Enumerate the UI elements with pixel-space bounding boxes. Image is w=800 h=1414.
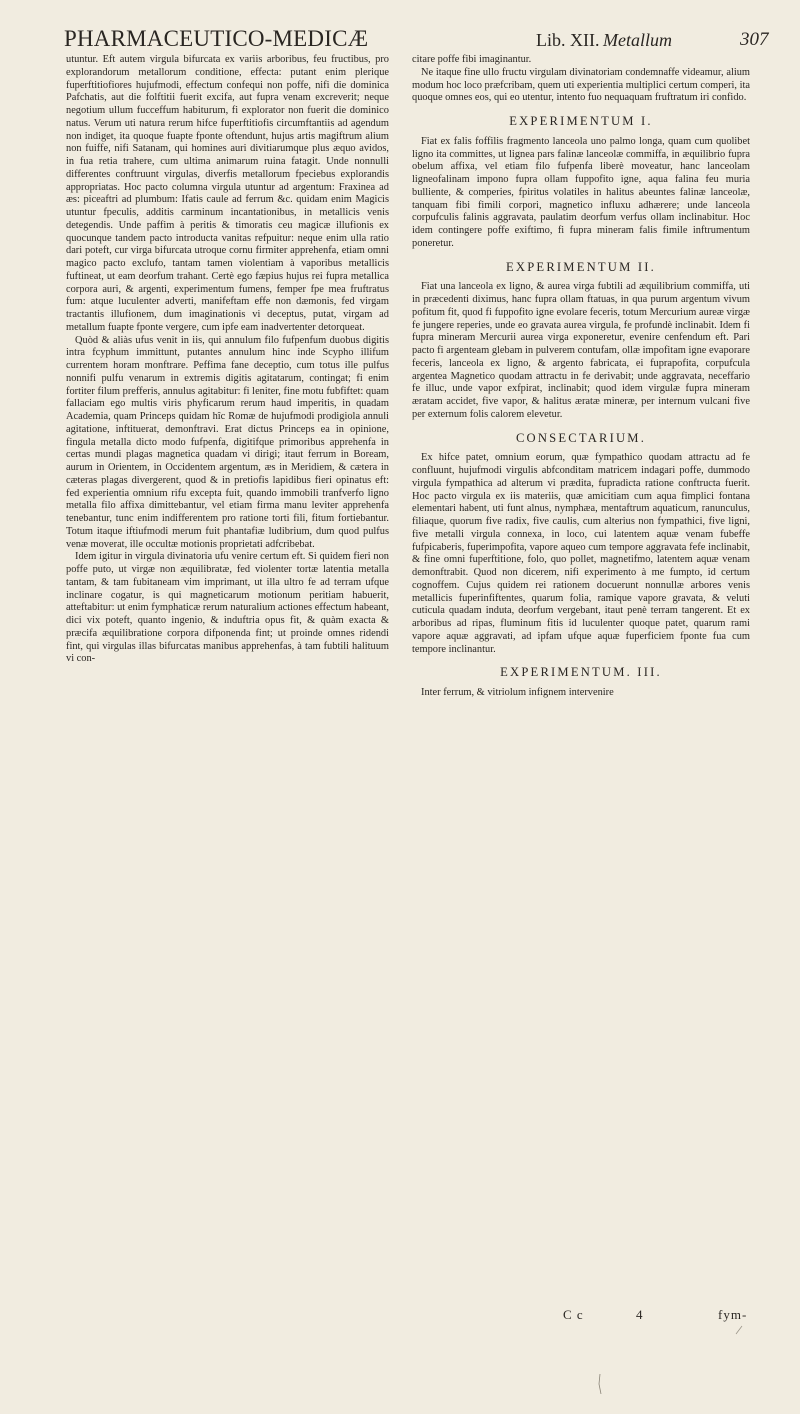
section-heading: CONSECTARIUM. bbox=[515, 430, 647, 445]
header-book: Lib. XII. bbox=[536, 30, 600, 50]
catchword: fym- bbox=[718, 1307, 748, 1322]
header-title: PHARMACEUTICO-MEDICÆ bbox=[64, 26, 369, 51]
paragraph: Ne itaque fine ullo fructu virgulam divinatoriam condemnaffe videamur, alium modum hoc loco præfcribam, quem uti experientia multiplici certum comperi, ita quoque omnes eos, qui eo utentur, intento fuo nequaquam fruftratum iri confido. bbox=[412, 66, 750, 104]
signature-number: 4 bbox=[636, 1307, 644, 1322]
running-header bbox=[62, 26, 778, 54]
section-heading: EXPERIMENTUM II. bbox=[506, 259, 656, 274]
paragraph: utuntur. Eft autem virgula bifurcata ex variis arboribus, feu fructibus, pro explorandorum metallorum conditione, effecta: putant enim plerique fuperftitiofiores hujufmodi, effectum confequi non poffe, nifi die dominica Pafchatis, aut die folftitii fuerit excifa, aut fupra venam excreverit; neque negotium ullum fucceffum habiturum, fi explorator non fuerit die dominico natus. Verum uti natura rerum hifce fuperftitiofis circumftantiis ad agendum non indiget, ita quoque fuapte fponte oftendunt, hujus artis magiftrum alium non fuiffe, nifi Satanam, qui homines auri divitiarumque plus æquo avidos, in fua retia trahere, cum ultima animarum ruina fatagit. Unde nonnulli differentes conftruunt virgulas, diverfis metallorum fpeciebus explorandis appropriatas. Hoc pacto columna virgula utuntur ad argentum: Fraxinea ad æs: piceaftri ad plumbum: Ifatis caule ad ferrum &c. quidam enim Magicis utuntur fpeculis, additis carminum incantationibus, in metallicis venis detegendis. Unde paffim à peritis & timoratis ceu magicæ illufionis ex quocunque tandem pacto introducta vanitas refpuitur: neque enim ulla ratio dari poteft, cur virga bifurcata utroque cornu firmiter apprehenfa, etiam omni magico pacto exclufo, tantam tamen violentiam à vaporibus metallicis fuftineat, ut eam deorfum trahant. Certè ego fæpius hujus rei fupra metallica corpora auri, & argenti, experimentum fumens, femper fpe mea fruftratus fum: atque luculenter adverti, manifeftam effe non dæmonis, fed virgam tractantis illufionem, dum imaginationis vi deceptus, putat, virgam ad metallum fuapte fponte vergere, cum ipfe eam inadvertenter detorqueat. bbox=[66, 54, 389, 333]
section-heading: EXPERIMENTUM. III. bbox=[500, 665, 662, 680]
paragraph: Quòd & aliàs ufus venit in iis, qui annulum filo fufpenfum duobus digitis intra fcyphum immittunt, putantes annulum hinc inde Scypho illifum currentem horam monftrare. Peffima fane deceptio, cum totus ille pulfus nonnifi pulfu venarum in extremis digitis agitatarum, contingat; fi enim fortiter filum prefferis, annulus agitabitur: fi leniter, fine motu fubfiftet: quam fallaciam ego multis viris phyficarum rerum haud imperitis, in quadam Academia, quam Princeps quidam hîc Romæ de hujufmodi prodigiola annuli agitatione, inftituerat, demonftravi. Erat dictus Princeps ea in opinione, fingula metalla dicto modo fufpenfa, digitifque primoribus apprehenfa in certas mundi plagas magnetica quadam vi dirigi; itaut ferrum in Boream, aurum in Orientem, in Occidentem argentum, æs in Meridiem, & cætera in cæteras plagas divergerent, quod & in pretiofis lapidibus fieri opinatus eft: fed experientia omnium rifu excepta fuit, quando immobili tranfverfo ligno metalla filo affixa dimittebantur, vel etiam firma manu leviter apprehenfa tenebantur, tunc enim indifferentem pro ratione torti fili, fitum fortiebantur. Totum itaque iftiufmodi merum fuit phantafiæ ludibrium, dum quod pulfus venæ moverat, ille occultæ motionis proprietati adfcribebat. bbox=[66, 334, 389, 550]
paragraph: Fiat ex falis foffilis fragmento lanceola uno palmo longa, quam cum quolibet ligno ita committes, ut lignea pars falinæ lanceolæ commiffa, in æquilibrio fupra obelum affixa, vel etiam filo fufpenfa liberè moveatur, hanc lanceolam ligneofalinam impono fupra ollam fuppofito igne, aqua falina feu muria bulliente, & comperies, fpiritus volatiles in halitus abeuntes falinæ lanceolæ, tanquam fibi fimili corpori, magnetico influxu adhærere; unde lanceola corpufculis falinis aggravata, paulatim deorfum verfus ollam inclinabitur. Hoc idem contingere poffe exiftimo, fi fupra mineram falis fimile inftrumentum poneretur. bbox=[412, 135, 750, 249]
right-column bbox=[412, 54, 750, 1344]
section-heading: EXPERIMENTUM I. bbox=[509, 114, 653, 128]
paragraph: citare poffe fibi imaginantur. bbox=[412, 54, 532, 65]
ink-mark-icon bbox=[598, 1374, 602, 1394]
left-column bbox=[66, 54, 389, 1344]
paragraph: Ex hifce patet, omnium eorum, quæ fympathico quodam attractu ad fe confluunt, hujufmodi virgulis abfconditam matricem indagari poffe, dummodo virgula fympathica ad alterum vi prædita, fupradicta ratione conftructa fuerit. Hoc pacto virgula ex iis materiis, quæ amicitiam cum aqua fimplici fontana elementari habent, uti funt alnus, nymphæa, mentaftrum aquaticum, ranunculus, filiaque, quorum five radix, five caulis, cum alterius non fympathici, five ligni, five metalli virgula connexa, in loco, cui latentem aquæ venam fubeffe fufpicaberis, fuperimpofita, vapore aqueo cum tempore aggravata fefe inclinabit, & fine omni fuperftitione, folo, quo pollet, magnetifmo, latentem aquæ venam demonftrabit. Quod non dicerem, nifi experimento à me fumpto, id certum cognoffem. Cujus quidem rei rationem docuerunt nonnullæ arbores venis metallicis fuperinfiftentes, quarum folia, ramique vapore gravata, & veluti cuticula quadam induta, deorfum vergebant, itaut penè terram tangerent. Et ex arboribus ad ripas, fluminum fitis id luculenter quoque patet, quarum rami vapore aquæ aggravati, ad ipfam ufque aquæ fuperficiem fponte fua cum tempore inclinantur. bbox=[412, 452, 750, 655]
ink-mark-icon bbox=[735, 1325, 743, 1335]
paragraph: Fiat una lanceola ex ligno, & aurea virga fubtili ad æquilibrium commiffa, uti in præcedenti diximus, hanc fupra ollam ftatuas, in qua purum argentum vivum pofitum fit, quod fi fuppofito igne evolare feceris, totum Mercurium aureæ virgæ fe jungere reperies, unde eo gravata aurea virgula, fe profundè inclinabit. Idem fi fupra mineram Mercurii aurea virga exponeretur, evenire cenfendum eft. Pari pacto fi argenteam glebam in pulverem contufam, ollæ impofitam igne evaporare feceris, lanceola ex ligno, & argento fabricata, ei fuprapofita, corpufcula argentea Magnetico quodam attractu in fe derivabit; unde aggravata, neceffario fe illuc, unde vapor exfpirat, inclinabit; quod idem virgulæ fupra mineram æratam accidet, five vapor, & halitus æratæ mineræ, per internum vulcani five per externum folis calorem elevetur. bbox=[412, 281, 750, 420]
page-number: 307 bbox=[740, 29, 769, 50]
paragraph: Inter ferrum, & vitriolum infignem intervenire bbox=[421, 687, 614, 698]
signature-mark: C c bbox=[563, 1307, 584, 1322]
header-topic: Metallum bbox=[603, 30, 672, 50]
paragraph: Idem igitur in virgula divinatoria ufu venire certum eft. Si quidem fieri non poffe puto, ut virgæ non æquilibratæ, fed violenter tortæ latentia metalla tantam, & tam fubitaneam vim imprimant, ut illa ultro fe ad terram ufque inclinare cogatur, is qui magneticarum motionum peritiam habuerit, atteftabitur: ut enim fymphaticæ rerum naturalium actiones effectum habeant, dici vix poteft, quanto ingenio, & induftria opus fit, & quàm exacta & præcifa æquilibratione corpora difponenda fint; ut proinde omnes ridendi fint, qui virgulas illas bifurcatas manibus apprehenfas, à tam fubtili halituum vi con- bbox=[66, 551, 389, 665]
